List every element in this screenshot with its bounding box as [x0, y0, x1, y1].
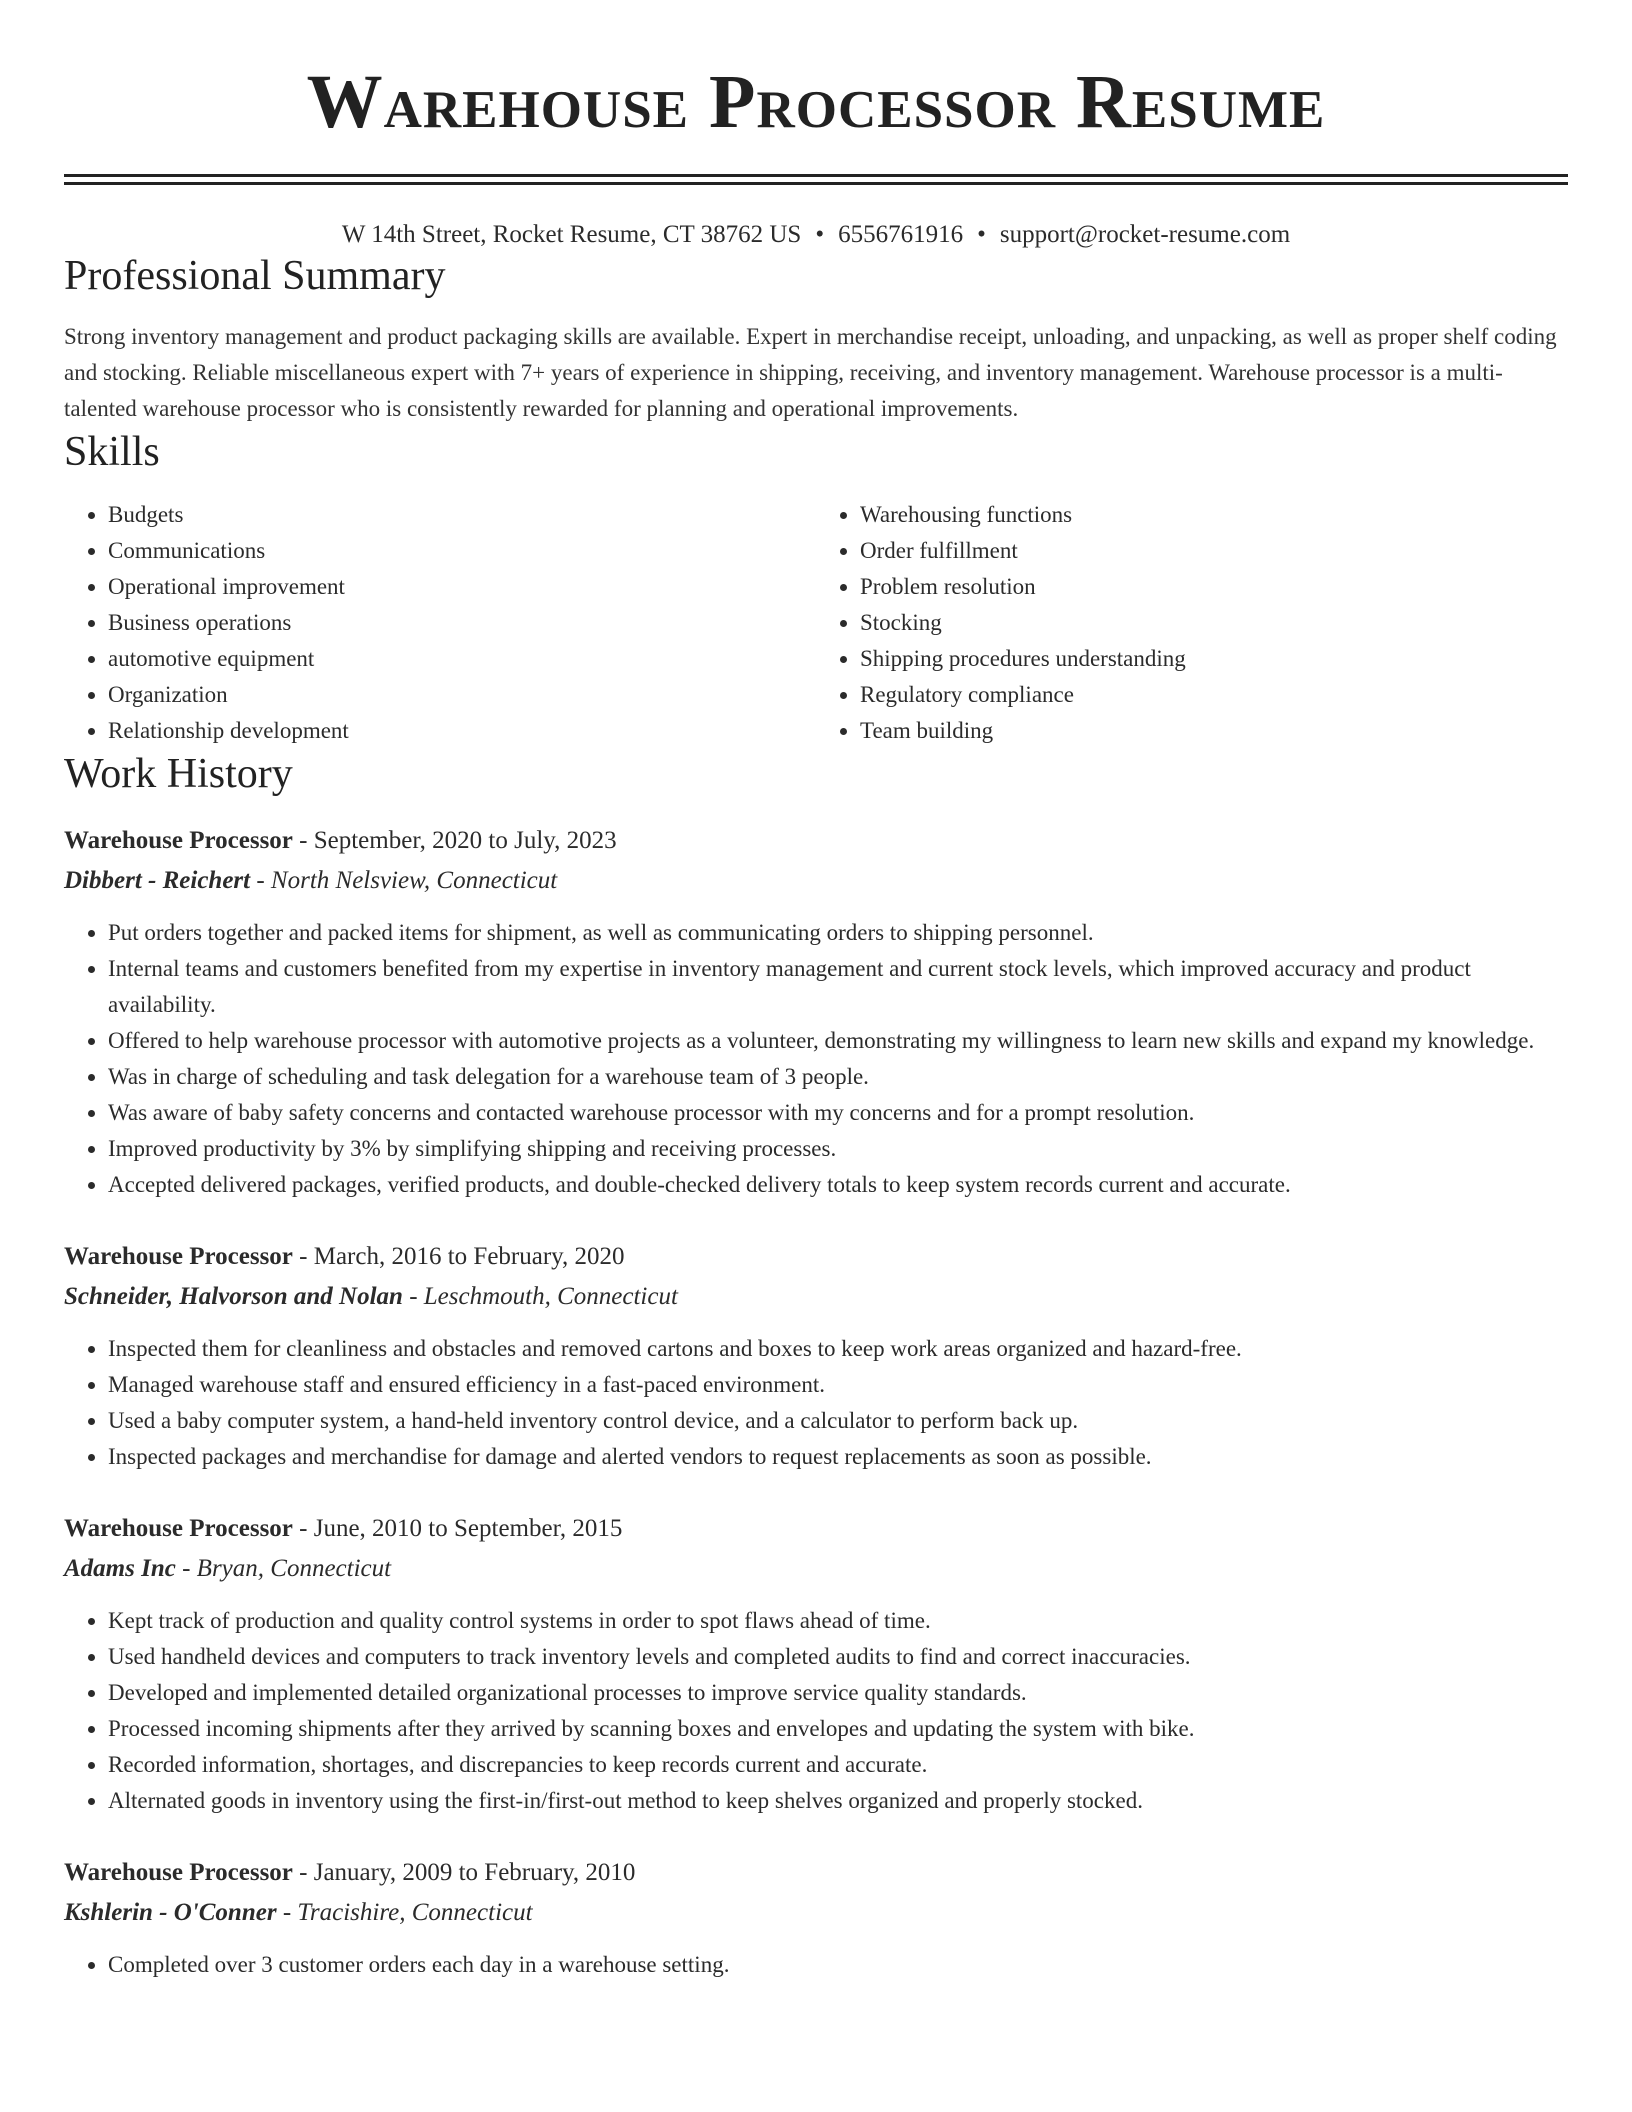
job-bullet: • Used handheld devices and computers to track inventory levels and completed audits to find and correct inaccuracies. — [108, 1639, 1568, 1675]
skill-item: • Stocking — [860, 605, 1568, 641]
skill-item: • Business operations — [108, 605, 816, 641]
job-company-line — [64, 1893, 1568, 1933]
contact-email: support@rocket-resume.com — [999, 221, 1291, 248]
job-entry — [64, 821, 1568, 1203]
job-company: Adams Inc — [64, 1555, 176, 1582]
page-title: Warehouse Processor Resume — [306, 60, 1326, 144]
skill-item: • Communications — [108, 533, 816, 569]
job-bullets — [64, 1331, 1568, 1475]
job-bullet: • Developed and implemented detailed organizational processes to improve service quality standards. — [108, 1675, 1568, 1711]
skill-item: • Problem resolution — [860, 569, 1568, 605]
job-role: Warehouse Processor — [64, 1243, 293, 1270]
summary-text: Strong inventory management and product packaging skills are available. Expert in merchandise receipt, unloading, and unpacking, as well as proper shelf coding and stocking. Reliable miscellaneous expert with 7+ years of experience in shipping, receiving, and inventory management. Warehouse processor is a multi-talented warehouse processor who is consistently rewarded for planning and operational improvements. — [64, 324, 1557, 421]
job-bullets — [64, 1603, 1568, 1819]
job-entry — [64, 1853, 1568, 1983]
job-bullet: • Was aware of baby safety concerns and contacted warehouse processor with my concerns and for a prompt resolution. — [108, 1095, 1568, 1131]
skill-item: • Team building — [860, 713, 1568, 749]
job-bullet: • Recorded information, shortages, and discrepancies to keep records current and accurate. — [108, 1747, 1568, 1783]
job-bullet: • Accepted delivered packages, verified products, and double-checked delivery totals to keep system records current and accurate. — [108, 1167, 1568, 1203]
skills-list-left — [64, 497, 816, 749]
job-company: Dibbert - Reichert — [64, 867, 251, 894]
job-bullet: • Improved productivity by 3% by simplifying shipping and receiving processes. — [108, 1131, 1568, 1167]
title-divider — [64, 174, 1568, 185]
skill-item: • Warehousing functions — [860, 497, 1568, 533]
job-role: Warehouse Processor — [64, 1515, 293, 1542]
job-company-line — [64, 861, 1568, 901]
job-dates: - March, 2016 to February, 2020 — [292, 1243, 625, 1270]
job-company-line — [64, 1277, 1568, 1317]
skill-item: • automotive equipment — [108, 641, 816, 677]
skills-columns — [64, 497, 1568, 749]
job-bullet: • Managed warehouse staff and ensured efficiency in a fast-paced environment. — [108, 1367, 1568, 1403]
job-bullet: • Inspected packages and merchandise for damage and alerted vendors to request replacements as soon as possible. — [108, 1439, 1568, 1475]
job-bullet: • Was in charge of scheduling and task delegation for a warehouse team of 3 people. — [108, 1059, 1568, 1095]
job-bullet: • Processed incoming shipments after they arrived by scanning boxes and envelopes and updating the system with bike. — [108, 1711, 1568, 1747]
job-role: Warehouse Processor — [64, 1859, 293, 1886]
job-bullets — [64, 1947, 1568, 1983]
job-title-line — [64, 1509, 1568, 1549]
contact-line — [64, 219, 1568, 251]
job-bullet: • Kept track of production and quality control systems in order to spot flaws ahead of time. — [108, 1603, 1568, 1639]
skill-item: • Shipping procedures understanding — [860, 641, 1568, 677]
job-bullet: • Put orders together and packed items for shipment, as well as communicating orders to shipping personnel. — [108, 915, 1568, 951]
work-history-heading: Work History — [64, 751, 293, 797]
summary-heading: Professional Summary — [64, 253, 446, 299]
contact-address: W 14th Street, Rocket Resume, CT 38762 US — [341, 221, 802, 248]
job-role: Warehouse Processor — [64, 827, 293, 854]
job-location: - Leschmouth, Connecticut — [402, 1283, 678, 1310]
job-bullet: • Completed over 3 customer orders each day in a warehouse setting. — [108, 1947, 1568, 1983]
job-company-line — [64, 1549, 1568, 1589]
skill-item: • Organization — [108, 677, 816, 713]
job-bullet: • Alternated goods in inventory using the first-in/first-out method to keep shelves organized and properly stocked. — [108, 1783, 1568, 1819]
job-company: Schneider, Halvorson and Nolan — [64, 1283, 403, 1310]
job-dates: - September, 2020 to July, 2023 — [292, 827, 617, 854]
skills-list-right — [816, 497, 1568, 749]
skills-heading: Skills — [64, 429, 160, 475]
skill-item: • Regulatory compliance — [860, 677, 1568, 713]
skill-item: • Relationship development — [108, 713, 816, 749]
job-dates: - January, 2009 to February, 2010 — [292, 1859, 636, 1886]
job-title-line — [64, 821, 1568, 861]
job-entry — [64, 1509, 1568, 1819]
bullet-separator: • — [815, 221, 825, 248]
job-bullets — [64, 915, 1568, 1203]
job-bullet: • Inspected them for cleanliness and obstacles and removed cartons and boxes to keep work areas organized and hazard-free. — [108, 1331, 1568, 1367]
contact-phone: 6556761916 — [838, 221, 964, 248]
bullet-separator: • — [977, 221, 986, 248]
job-location: - North Nelsview, Connecticut — [250, 867, 558, 894]
job-title-line — [64, 1853, 1568, 1893]
job-company: Kshlerin - O'Conner — [64, 1899, 277, 1926]
skill-item: • Budgets — [108, 497, 816, 533]
job-bullet: • Internal teams and customers benefited from my expertise in inventory management and current stock levels, which improved accuracy and product availability. — [108, 951, 1568, 1023]
skill-item: • Operational improvement — [108, 569, 816, 605]
job-dates: - June, 2010 to September, 2015 — [292, 1515, 623, 1542]
job-title-line — [64, 1237, 1568, 1277]
job-bullet: • Used a baby computer system, a hand-held inventory control device, and a calculator to perform back up. — [108, 1403, 1568, 1439]
job-bullet: • Offered to help warehouse processor with automotive projects as a volunteer, demonstrating my willingness to learn new skills and expand my knowledge. — [108, 1023, 1568, 1059]
resume-page — [64, 0, 1568, 1983]
job-entry — [64, 1237, 1568, 1475]
skill-item: • Order fulfillment — [860, 533, 1568, 569]
job-location: - Tracishire, Connecticut — [276, 1899, 533, 1926]
job-location: - Bryan, Connecticut — [175, 1555, 392, 1582]
